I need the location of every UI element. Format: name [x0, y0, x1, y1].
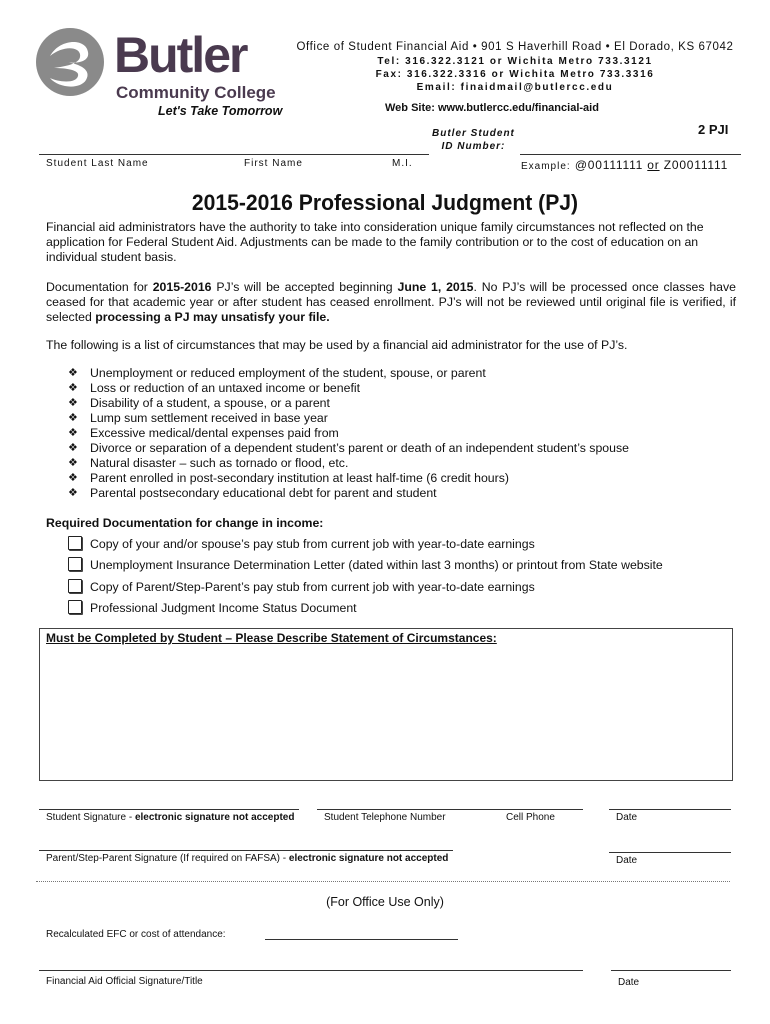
statement-heading: Must be Completed by Student – Please Describe Statement of Circumstances:	[46, 631, 497, 645]
office-use-heading: (For Office Use Only)	[326, 895, 444, 909]
documentation-paragraph: Documentation for 2015-2016 PJ’s will be accepted beginning June 1, 2015. No PJ’s will be processed once classes have ceased for that academic year or after student has ceased enrollment. PJ’s will not be reviewed until original file is verified, if selected processing a PJ may unsatisfy your file.	[46, 280, 736, 324]
id-example: Example: @00111111 or Z00011111	[521, 158, 729, 172]
official-signature-line[interactable]	[39, 970, 583, 971]
official-signature-label: Financial Aid Official Signature/Title	[46, 976, 203, 987]
parent-date-line[interactable]	[609, 852, 731, 853]
telephone-line: Tel: 316.322.3121 or Wichita Metro 733.3121	[377, 56, 653, 67]
divider	[36, 881, 730, 882]
required-doc-pj-status[interactable]: Professional Judgment Income Status Document	[68, 600, 357, 616]
first-name-label: First Name	[244, 158, 303, 169]
checkbox[interactable]	[68, 536, 82, 550]
official-date-line[interactable]	[611, 970, 731, 971]
logo-subtitle: Community College	[116, 83, 276, 102]
intro-paragraph: Financial aid administrators have the authority to take into consideration unique family circumstances not reflected on the application for Federal Student Aid. Adjustments can be made to the family contribution or to the cost of education on an individual student basis.	[46, 220, 704, 264]
required-doc-unemployment[interactable]: Unemployment Insurance Determination Letter (dated within last 3 months) or printout from State website	[68, 557, 663, 573]
list-item: ❖ Divorce or separation of a dependent student’s parent or death of an independent student’s spouse	[68, 441, 629, 455]
date-label: Date	[616, 812, 638, 823]
diamond-bullet-icon: ❖	[68, 487, 78, 499]
date-line[interactable]	[609, 809, 731, 810]
diamond-bullet-icon: ❖	[68, 367, 78, 379]
logo-wordmark: Butler	[114, 27, 247, 83]
list-item: ❖ Disability of a student, a spouse, or a parent	[68, 396, 330, 410]
student-name-line[interactable]	[39, 154, 429, 155]
required-docs-heading: Required Documentation for change in income:	[46, 516, 324, 530]
diamond-bullet-icon: ❖	[68, 427, 78, 439]
student-id-label: Butler Student ID Number:	[432, 128, 515, 152]
website-line: Web Site: www.butlercc.edu/financial-aid	[385, 102, 599, 114]
list-item: ❖ Excessive medical/dental expenses paid from	[68, 426, 339, 440]
required-doc-parent-paystub[interactable]: Copy of Parent/Step-Parent’s pay stub from current job with year-to-date earnings	[68, 579, 535, 595]
student-id-line[interactable]	[520, 154, 741, 155]
diamond-bullet-icon: ❖	[68, 442, 78, 454]
parent-signature-label: Parent/Step-Parent Signature (If required on FAFSA) - electronic signature not accepted	[46, 853, 449, 864]
required-doc-paystub[interactable]: Copy of your and/or spouse’s pay stub from current job with year-to-date earnings	[68, 536, 535, 552]
student-signature-line[interactable]	[39, 809, 299, 810]
diamond-bullet-icon: ❖	[68, 472, 78, 484]
telephone-label: Student Telephone Number	[324, 812, 446, 823]
fax-line: Fax: 316.322.3316 or Wichita Metro 733.3316	[375, 69, 655, 80]
recalculated-efc-line[interactable]	[265, 939, 458, 940]
statement-textarea[interactable]	[39, 628, 733, 781]
parent-date-label: Date	[616, 855, 638, 866]
list-item: ❖ Natural disaster – such as tornado or flood, etc.	[68, 456, 349, 470]
list-item: ❖ Loss or reduction of an untaxed income or benefit	[68, 381, 361, 395]
diamond-bullet-icon: ❖	[68, 457, 78, 469]
diamond-bullet-icon: ❖	[68, 382, 78, 394]
phone-line[interactable]	[317, 809, 583, 810]
list-item: ❖ Unemployment or reduced employment of the student, spouse, or parent	[68, 366, 486, 380]
parent-signature-line[interactable]	[39, 850, 453, 851]
diamond-bullet-icon: ❖	[68, 397, 78, 409]
list-item: ❖ Parent enrolled in post-secondary institution at least half-time (6 credit hours)	[68, 471, 509, 485]
form-code: 2 PJI	[698, 122, 729, 137]
list-item: ❖ Lump sum settlement received in base year	[68, 411, 328, 425]
email-line: Email: finaidmail@butlercc.edu	[416, 82, 614, 93]
cell-phone-label: Cell Phone	[506, 812, 555, 823]
checkbox[interactable]	[68, 579, 82, 593]
college-logo-mark	[36, 28, 104, 96]
office-address: Office of Student Financial Aid • 901 S Haverhill Road • El Dorado, KS 67042	[296, 41, 734, 53]
list-intro: The following is a list of circumstances that may be used by a financial aid administrator for the use of PJ’s.	[46, 338, 628, 352]
list-item: ❖ Parental postsecondary educational debt for parent and student	[68, 486, 437, 500]
official-date-label: Date	[618, 977, 640, 988]
recalculated-efc-label: Recalculated EFC or cost of attendance:	[46, 929, 226, 940]
diamond-bullet-icon: ❖	[68, 412, 78, 424]
tagline: Let's Take Tomorrow	[158, 104, 283, 118]
student-signature-label: Student Signature - electronic signature not accepted	[46, 812, 295, 823]
circumstances-list	[68, 366, 748, 501]
last-name-label: Student Last Name	[46, 158, 149, 169]
checkbox[interactable]	[68, 557, 82, 571]
page-title: 2015-2016 Professional Judgment (PJ)	[191, 190, 579, 215]
middle-initial-label: M.I.	[392, 158, 413, 169]
checkbox[interactable]	[68, 600, 82, 614]
